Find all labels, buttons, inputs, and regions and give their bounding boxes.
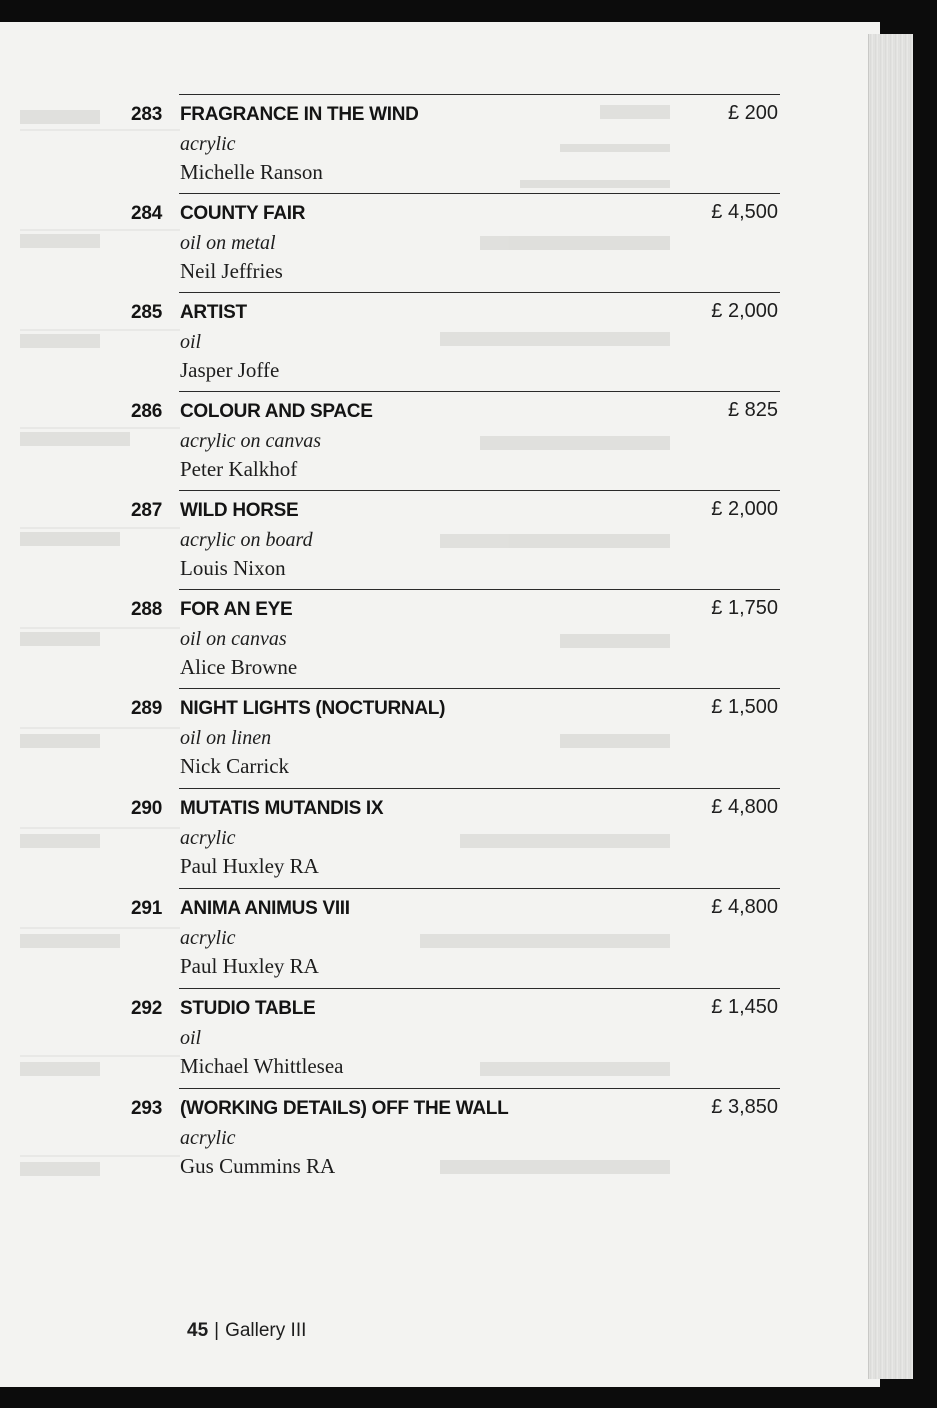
artwork-title: ARTIST (180, 302, 247, 323)
lot-number: 284 (131, 203, 163, 224)
catalogue-entry (0, 788, 880, 887)
artist-name: Paul Huxley RA (180, 954, 319, 978)
lot-number: 291 (131, 898, 163, 919)
lot-number: 288 (131, 599, 163, 620)
artwork-price: £ 4,500 (711, 201, 778, 223)
lot-number: 287 (131, 500, 163, 521)
artwork-price: £ 200 (727, 102, 778, 124)
artwork-medium: acrylic (180, 133, 236, 155)
footer-separator: | (214, 1320, 220, 1341)
catalogue-entry (0, 988, 880, 1087)
artwork-price: £ 825 (727, 399, 778, 421)
artwork-price: £ 4,800 (711, 896, 778, 918)
lot-number: 293 (131, 1098, 163, 1119)
entry-divider (179, 688, 780, 689)
artist-name: Peter Kalkhof (180, 457, 298, 481)
artwork-price: £ 1,450 (711, 996, 778, 1018)
entry-divider (179, 94, 780, 95)
artwork-medium: oil (180, 331, 202, 353)
artwork-medium: oil on canvas (180, 628, 287, 650)
artwork-medium: acrylic on canvas (180, 430, 322, 452)
artist-name: Jasper Joffe (180, 358, 280, 382)
entry-divider (179, 391, 780, 392)
catalogue-entry (0, 193, 880, 292)
entry-divider (179, 292, 780, 293)
lot-number: 290 (131, 798, 163, 819)
artwork-price: £ 1,750 (711, 597, 778, 619)
lot-number: 292 (131, 998, 163, 1019)
entry-divider (179, 988, 780, 989)
artist-name: Gus Cummins RA (180, 1154, 336, 1178)
artwork-medium: acrylic on board (180, 529, 313, 551)
artwork-price: £ 4,800 (711, 796, 778, 818)
artist-name: Michael Whittlesea (180, 1054, 344, 1078)
artist-name: Louis Nixon (180, 556, 286, 580)
artwork-title: FRAGRANCE IN THE WIND (180, 104, 419, 125)
catalogue-page (0, 22, 880, 1387)
artist-name: Neil Jeffries (180, 259, 283, 283)
artwork-price: £ 1,500 (711, 696, 778, 718)
gallery-section: Gallery III (225, 1320, 307, 1341)
lot-number: 289 (131, 698, 163, 719)
artwork-title: COUNTY FAIR (180, 203, 306, 224)
artwork-title: WILD HORSE (180, 500, 299, 521)
catalogue-entry (0, 688, 880, 787)
artwork-medium: acrylic (180, 827, 236, 849)
artist-name: Alice Browne (180, 655, 298, 679)
artwork-title: FOR AN EYE (180, 599, 293, 620)
page-footer (187, 1320, 306, 1342)
artwork-medium: oil (180, 1027, 202, 1049)
artist-name: Michelle Ranson (180, 160, 323, 184)
entry-divider (179, 193, 780, 194)
artwork-medium: acrylic (180, 927, 236, 949)
entry-divider (179, 788, 780, 789)
artwork-medium: oil on metal (180, 232, 276, 254)
lot-number: 285 (131, 302, 163, 323)
entry-divider (179, 1088, 780, 1089)
artwork-price: £ 2,000 (711, 498, 778, 520)
catalogue-entry (0, 292, 880, 391)
lot-number: 283 (131, 104, 163, 125)
artwork-title: (WORKING DETAILS) OFF THE WALL (180, 1098, 509, 1119)
artwork-title: MUTATIS MUTANDIS IX (180, 798, 384, 819)
catalogue-entry (0, 1088, 880, 1187)
lot-number: 286 (131, 401, 163, 422)
artist-name: Paul Huxley RA (180, 854, 319, 878)
entry-divider (179, 589, 780, 590)
catalogue-entry (0, 94, 880, 193)
artwork-title: COLOUR AND SPACE (180, 401, 373, 422)
entry-divider (179, 888, 780, 889)
artwork-title: ANIMA ANIMUS VIII (180, 898, 350, 919)
artist-name: Nick Carrick (180, 754, 290, 778)
artwork-title: STUDIO TABLE (180, 998, 316, 1019)
artwork-medium: acrylic (180, 1127, 236, 1149)
book-page-edges (868, 34, 913, 1379)
catalogue-entry (0, 888, 880, 987)
artwork-medium: oil on linen (180, 727, 272, 749)
catalogue-entry (0, 391, 880, 490)
catalogue-entry (0, 589, 880, 688)
catalogue-entry (0, 490, 880, 589)
entry-divider (179, 490, 780, 491)
page-number: 45 (187, 1320, 209, 1341)
artwork-price: £ 3,850 (711, 1096, 778, 1118)
artwork-price: £ 2,000 (711, 300, 778, 322)
artwork-title: NIGHT LIGHTS (NOCTURNAL) (180, 698, 446, 719)
